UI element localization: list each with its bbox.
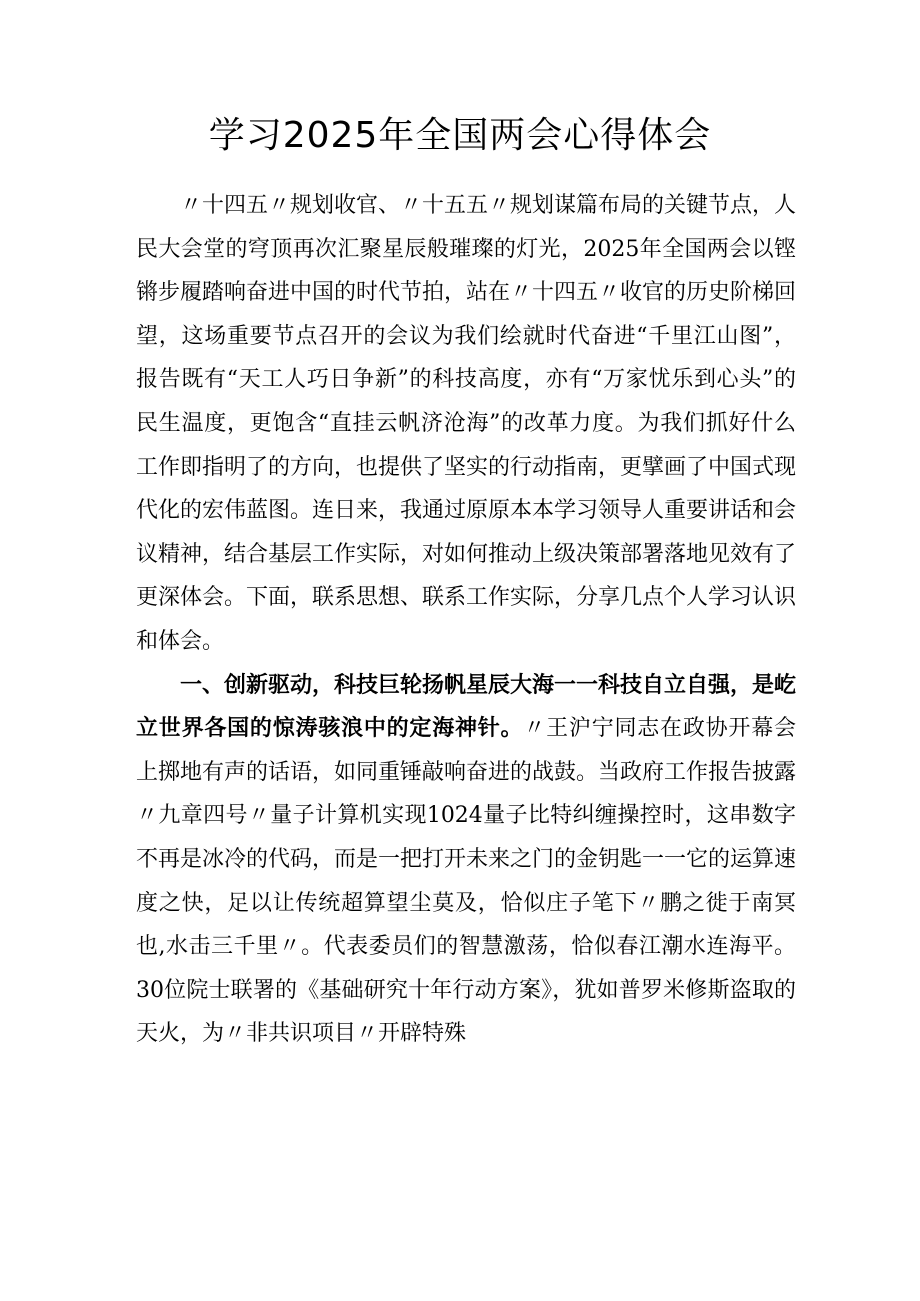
intro-paragraph: 〃十四五〃规划收官、〃十五五〃规划谋篇布局的关键节点，人民大会堂的穹顶再次汇聚星辰般璀璨的灯光，2025年全国两会以铿锵步履踏响奋进中国的时代节拍，站在〃十四五〃收官的历史阶梯回望，这场重要节点召开的会议为我们绘就时代奋进“千里江山图”，报告既有“天工人巧日争新”的科技高度，亦有“万家忧乐到心头”的民生温度，更饱含“直挂云帆济沧海”的改革力度。为我们抓好什么工作即指明了的方向，也提供了坚实的行动指南，更擘画了中国式现代化的宏伟蓝图。连日来，我通过原原本本学习领导人重要讲话和会议精神，结合基层工作实际，对如何推动上级决策部署落地见效有了更深体会。下面，联系思想、联系工作实际，分享几点个人学习认识和体会。: [136, 193, 797, 654]
section-1-paragraph: [136, 664, 796, 1056]
document-title: 学习2025年全国两会心得体会: [208, 115, 712, 156]
section-1-body: 〃王沪宁同志在政协开幕会上掷地有声的话语，如同重锤敲响奋进的战鼓。当政府工作报告披露〃九章四号〃量子计算机实现1024量子比特纠缠操控时，这串数字不再是冰冷的代码，而是一把打开未来之门的金钥匙一一它的运算速度之快，足以让传统超算望尘莫及，恰似庄子笔下〃鹏之徙于南冥也,水击三千里〃。代表委员们的智慧激荡，恰似春江潮水连海平。30位院士联署的《基础研究十年行动方案》，犹如普罗米修斯盗取的天火，为〃非共识项目〃开辟特殊: [136, 716, 797, 1047]
document-body: [136, 184, 796, 1056]
section-1-heading: 一、创新驱动，科技巨轮扬帆星辰大海一一科技自立自强，是屹立世界各国的惊涛骇浪中的定海神针。: [136, 671, 797, 742]
